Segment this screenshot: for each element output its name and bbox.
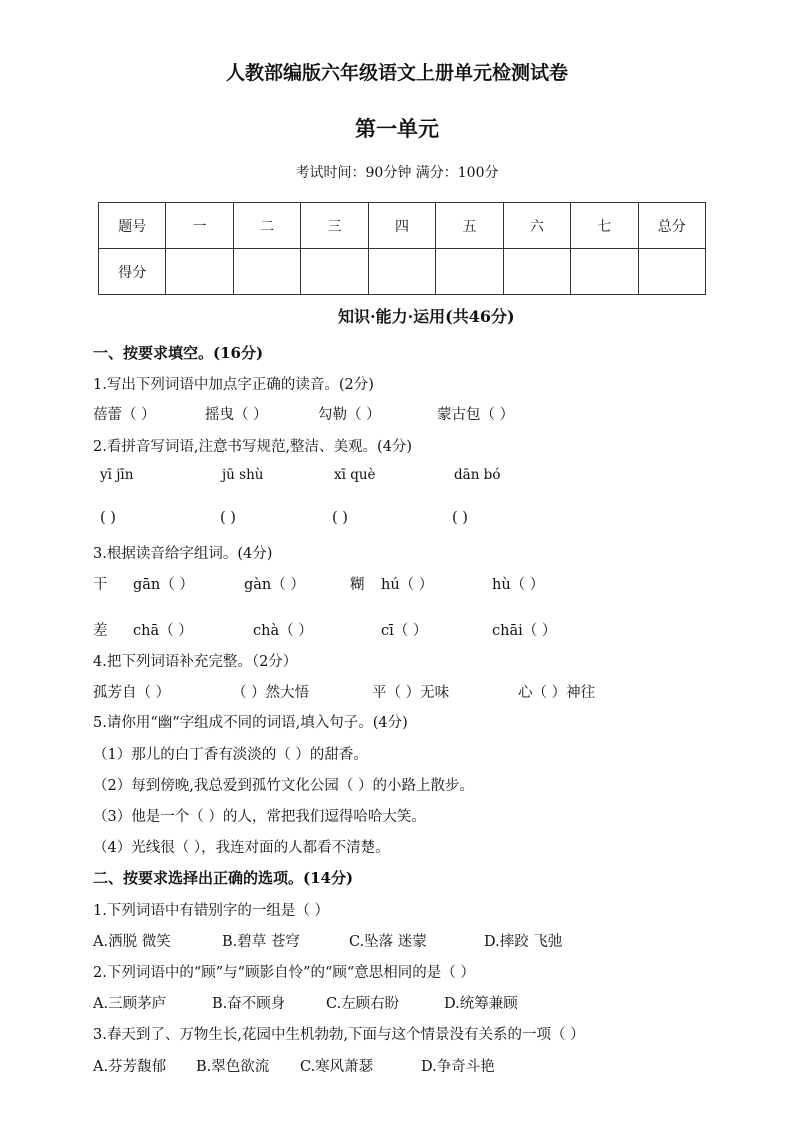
score-row-label: 得分 — [99, 249, 166, 295]
q3-item: chāi（ ） — [492, 623, 557, 639]
score-table-header-row — [99, 203, 706, 249]
q1-stem: 1.写出下列词语中加点字正确的读音。(2分) — [93, 377, 374, 393]
p2-q3-option[interactable]: D.争奇斗艳 — [421, 1059, 495, 1075]
q5-item: （3）他是一个（ ）的人，常把我们逗得哈哈大笑。 — [93, 809, 426, 825]
q2-stem: 2.看拼音写词语,注意书写规范,整洁、美观。(4分) — [93, 439, 413, 455]
score-table-score-row — [99, 249, 706, 295]
q1-item: 蒙古包（ ） — [437, 407, 515, 423]
score-cell[interactable] — [571, 249, 638, 295]
q1-item: 蓓蕾（ ） — [93, 407, 156, 423]
p2-q2-option[interactable]: B.奋不顾身 — [212, 996, 286, 1012]
p2-q2-option[interactable]: A.三顾茅庐 — [93, 996, 167, 1012]
exam-info: 考试时间：90分钟 满分：100分 — [295, 165, 499, 181]
unit-title: 第一单元 — [355, 116, 439, 141]
p2-q1-option[interactable]: A.洒脱 微笑 — [93, 934, 171, 950]
q1-item: 摇曳（ ） — [205, 407, 268, 423]
q2-pinyin: yī jīn — [100, 467, 134, 483]
score-header-cell: 二 — [233, 203, 300, 249]
section-title: 知识·能力·运用(共46分) — [338, 307, 515, 326]
q2-blank[interactable]: ( ) — [220, 510, 236, 526]
p2-q2-stem: 2.下列词语中的“顾”与“顾影自怜”的“顾“意思相同的是（ ） — [93, 965, 475, 981]
p2-q2-option[interactable]: C.左顾右盼 — [326, 996, 400, 1012]
q3-item: gàn（ ） — [244, 577, 305, 593]
q2-pinyin: xī què — [334, 467, 376, 483]
p2-q3-option[interactable]: A.芬芳馥郁 — [93, 1059, 167, 1075]
score-cell[interactable] — [301, 249, 368, 295]
q5-item: （2）每到傍晚,我总爱到孤竹文化公园（ ）的小路上散步。 — [93, 778, 474, 794]
p2-q3-option[interactable]: B.翠色欲流 — [196, 1059, 270, 1075]
score-cell[interactable] — [436, 249, 503, 295]
score-cell[interactable] — [503, 249, 570, 295]
q3-item: hù（ ） — [492, 577, 545, 593]
score-cell[interactable] — [166, 249, 233, 295]
score-header-cell: 七 — [571, 203, 638, 249]
q3-stem: 3.根据读音给字组词。(4分) — [93, 546, 273, 562]
score-cell[interactable] — [368, 249, 435, 295]
q3-item: chà（ ） — [253, 623, 313, 639]
score-header-cell: 五 — [436, 203, 503, 249]
q3-char: 差 — [93, 623, 108, 639]
score-header-cell: 总分 — [638, 203, 706, 249]
p2-q1-stem: 1.下列词语中有错别字的一组是（ ） — [93, 903, 329, 919]
q3-item: cī（ ） — [381, 623, 428, 639]
q5-item: （1）那儿的白丁香有淡淡的（ ）的甜香。 — [93, 747, 368, 763]
q5-stem: 5.请你用“幽“字组成不同的词语,填入句子。(4分) — [93, 715, 408, 731]
score-cell[interactable] — [233, 249, 300, 295]
score-table — [98, 202, 706, 295]
score-header-cell: 题号 — [99, 203, 166, 249]
q2-pinyin: jū shù — [222, 467, 264, 483]
p2-q1-option[interactable]: B.碧草 苍穹 — [222, 934, 300, 950]
q4-item: 心（ ）神往 — [518, 685, 596, 701]
q4-item: 孤芳自（ ） — [93, 685, 171, 701]
p2-q1-option[interactable]: D.摔跤 飞弛 — [484, 934, 563, 950]
q3-char: 干 — [93, 577, 108, 593]
score-cell[interactable] — [638, 249, 706, 295]
q3-item: gān（ ） — [133, 577, 194, 593]
exam-title: 人教部编版六年级语文上册单元检测试卷 — [225, 62, 568, 84]
score-header-cell: 四 — [368, 203, 435, 249]
score-header-cell: 一 — [166, 203, 233, 249]
part2-heading: 二、按要求选择出正确的选项。(14分) — [93, 869, 354, 887]
q3-char: 糊 — [350, 577, 365, 593]
q3-item: hú（ ） — [381, 577, 434, 593]
q1-item: 勾勒（ ） — [318, 407, 381, 423]
q2-blank[interactable]: ( ) — [100, 510, 116, 526]
q3-item: chā（ ） — [133, 623, 193, 639]
q5-item: （4）光线很（ ），我连对面的人都看不清楚。 — [93, 840, 390, 856]
p2-q3-stem: 3.春天到了、万物生长,花园中生机勃勃,下面与这个情景没有关系的一项（ ） — [93, 1027, 585, 1043]
p2-q1-option[interactable]: C.坠落 迷蒙 — [349, 934, 427, 950]
q4-stem: 4.把下列词语补充完整。（2分） — [93, 654, 298, 670]
p2-q2-option[interactable]: D.统筹兼顾 — [444, 996, 518, 1012]
p2-q3-option[interactable]: C.寒风萧瑟 — [300, 1059, 374, 1075]
q2-pinyin: dān bó — [454, 467, 501, 483]
score-header-cell: 三 — [301, 203, 368, 249]
q2-blank[interactable]: ( ) — [332, 510, 348, 526]
q4-item: （ ）然大悟 — [232, 685, 310, 701]
q2-blank[interactable]: ( ) — [452, 510, 468, 526]
q4-item: 平（ ）无味 — [372, 685, 450, 701]
score-header-cell: 六 — [503, 203, 570, 249]
part1-heading: 一、按要求填空。(16分) — [93, 344, 264, 362]
